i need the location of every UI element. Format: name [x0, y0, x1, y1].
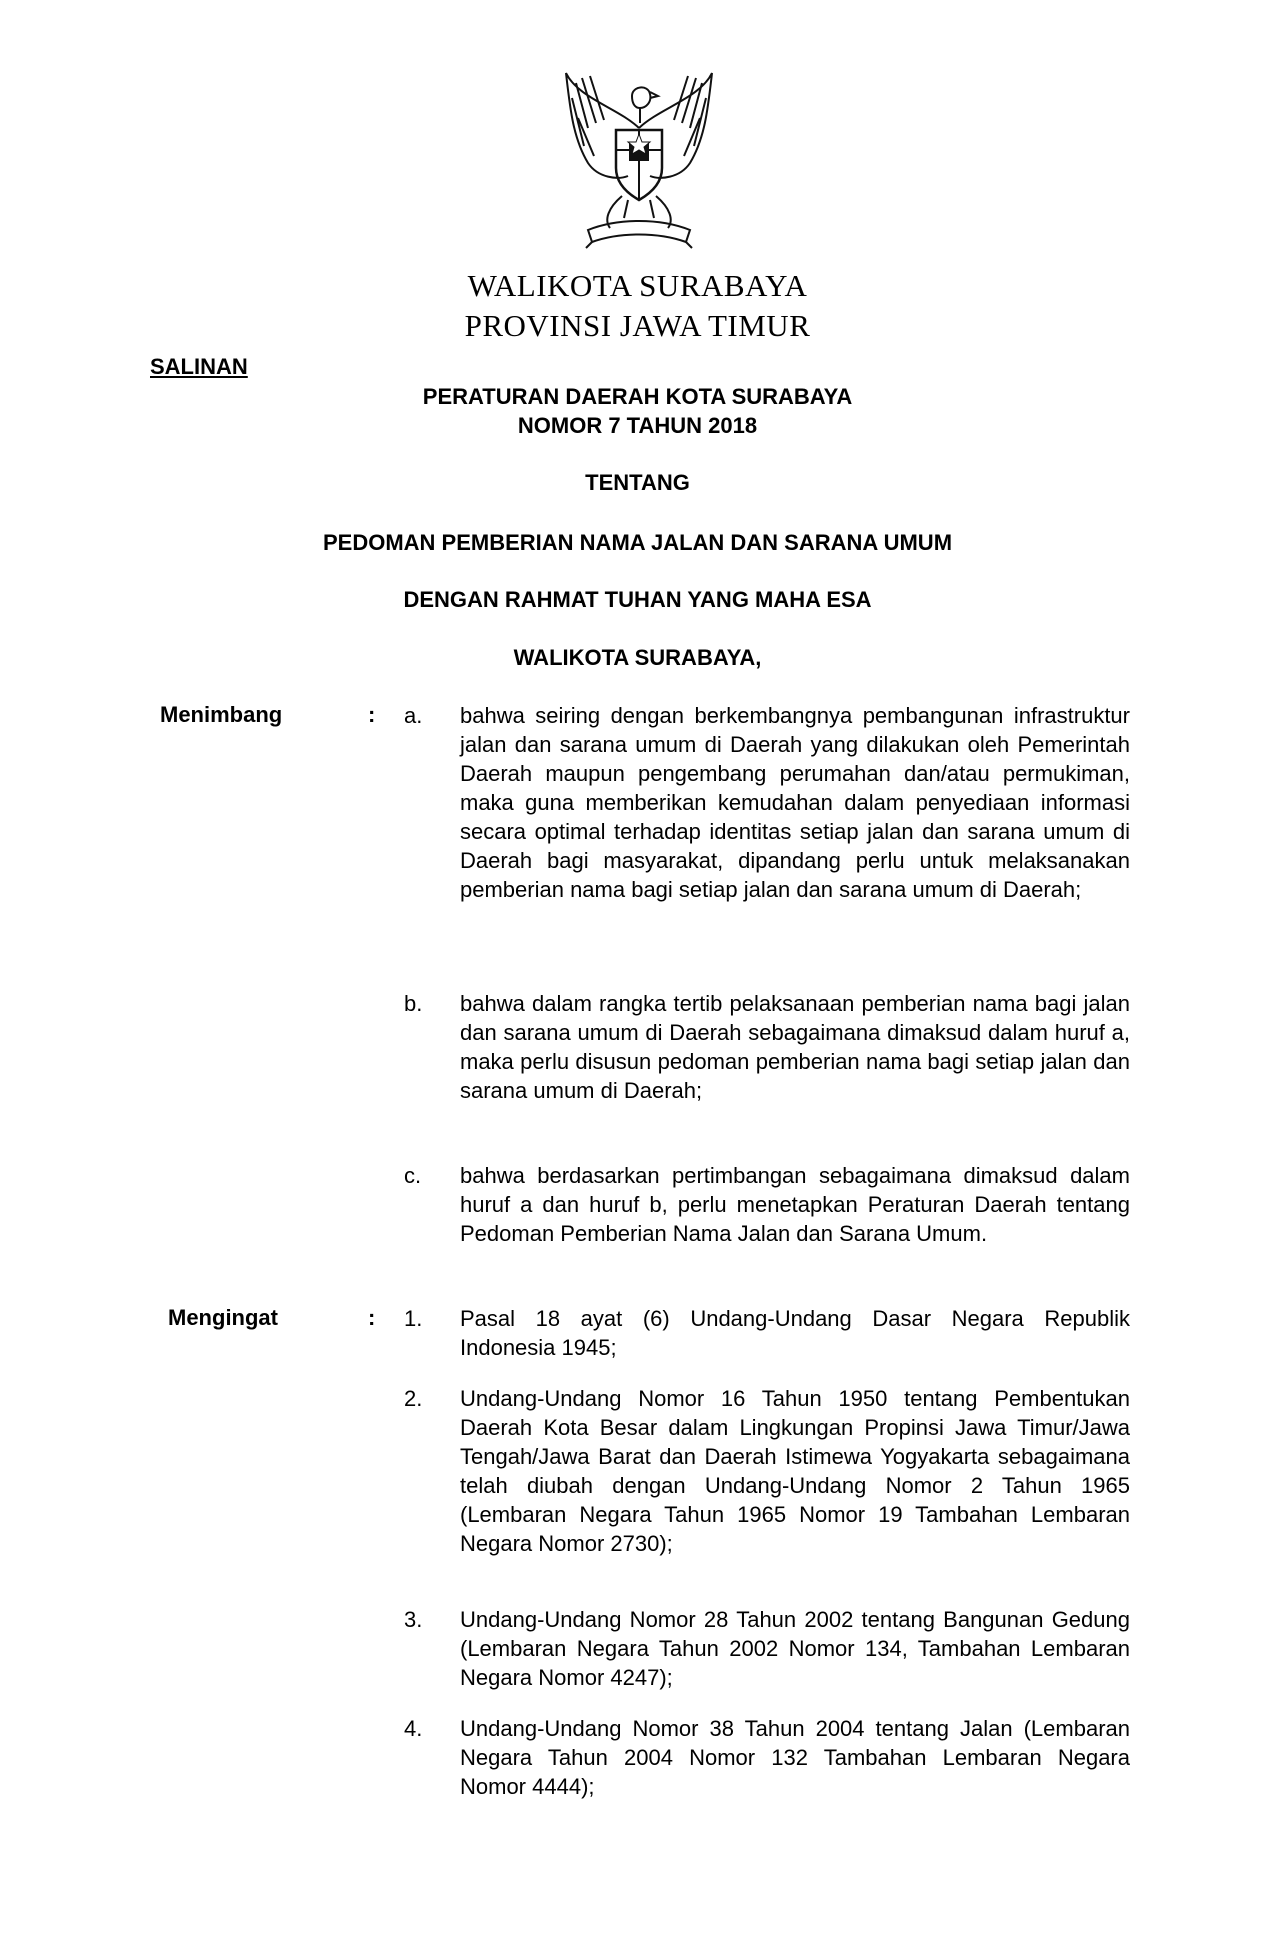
title-issuer: WALIKOTA SURABAYA, — [513, 645, 762, 670]
title-line2: NOMOR 7 TAHUN 2018 — [517, 413, 758, 438]
item-text: bahwa dalam rangka tertib pelaksanaan pemberian nama bagi jalan dan sarana umum di Daerah sebagaimana dimaksud dalam huruf a, maka perlu disusun pedoman pemberian nama bagi setiap jalan dan sarana umum di Daerah; — [460, 991, 1130, 1103]
item-text: Undang-Undang Nomor 28 Tahun 2002 tentang Bangunan Gedung (Lembaran Negara Tahun 2002 Nomor 134, Tambahan Lembaran Negara Nomor 4247); — [460, 1607, 1130, 1690]
menimbang-label: Menimbang — [160, 702, 283, 727]
item-text: Pasal 18 ayat (6) Undang-Undang Dasar Negara Republik Indonesia 1945; — [460, 1306, 1130, 1360]
item-marker: 1. — [404, 1306, 423, 1331]
item-text: Undang-Undang Nomor 16 Tahun 1950 tentang Pembentukan Daerah Kota Besar dalam Lingkungan Propinsi Jawa Timur/Jawa Tengah/Jawa Barat dan Daerah Istimewa Yogyakarta sebagaimana telah diubah dengan Undang-Undang Nomor 2 Tahun 1965 (Lembaran Negara Tahun 1965 Nomor 19 Tambahan Lembaran Negara Nomor 2730); — [460, 1386, 1130, 1556]
item-marker: 3. — [404, 1607, 423, 1632]
title-tentang: TENTANG — [585, 470, 690, 495]
mengingat-colon: : — [368, 1305, 376, 1330]
item-marker: 4. — [404, 1716, 423, 1741]
item-marker: b. — [404, 991, 423, 1016]
title-invocation: DENGAN RAHMAT TUHAN YANG MAHA ESA — [403, 587, 872, 612]
item-marker: c. — [404, 1163, 422, 1188]
title-subject: PEDOMAN PEMBERIAN NAMA JALAN DAN SARANA UMUM — [322, 530, 953, 555]
letterhead-line2: PROVINSI JAWA TIMUR — [464, 308, 811, 343]
salinan-stamp: SALINAN — [150, 354, 248, 379]
mengingat-label: Mengingat — [168, 1305, 278, 1330]
title-line1: PERATURAN DAERAH KOTA SURABAYA — [422, 384, 853, 409]
letterhead-line1: WALIKOTA SURABAYA — [467, 268, 808, 303]
item-marker: 2. — [404, 1386, 423, 1411]
item-text: bahwa seiring dengan berkembangnya pembangunan infrastruktur jalan dan sarana umum di Daerah yang dilakukan oleh Pemerintah Daerah maupun pengembang perumahan dan/atau permukiman, maka guna memberikan kemudahan dalam penyediaan informasi secara optimal terhadap identitas setiap jalan dan sarana umum di Daerah bagi masyarakat, dipandang perlu untuk melaksanakan pemberian nama bagi setiap jalan dan sarana umum di Daerah; — [460, 703, 1130, 902]
item-text: bahwa berdasarkan pertimbangan sebagaimana dimaksud dalam huruf a dan huruf b, perlu menetapkan Peraturan Daerah tentang Pedoman Pemberian Nama Jalan dan Sarana Umum. — [460, 1163, 1130, 1246]
item-text: Undang-Undang Nomor 38 Tahun 2004 tentang Jalan (Lembaran Negara Tahun 2004 Nomor 132 Tambahan Lembaran Negara Nomor 4444); — [460, 1716, 1130, 1799]
menimbang-colon: : — [368, 702, 376, 727]
item-marker: a. — [404, 703, 423, 728]
garuda-pancasila-emblem-icon — [548, 68, 730, 253]
